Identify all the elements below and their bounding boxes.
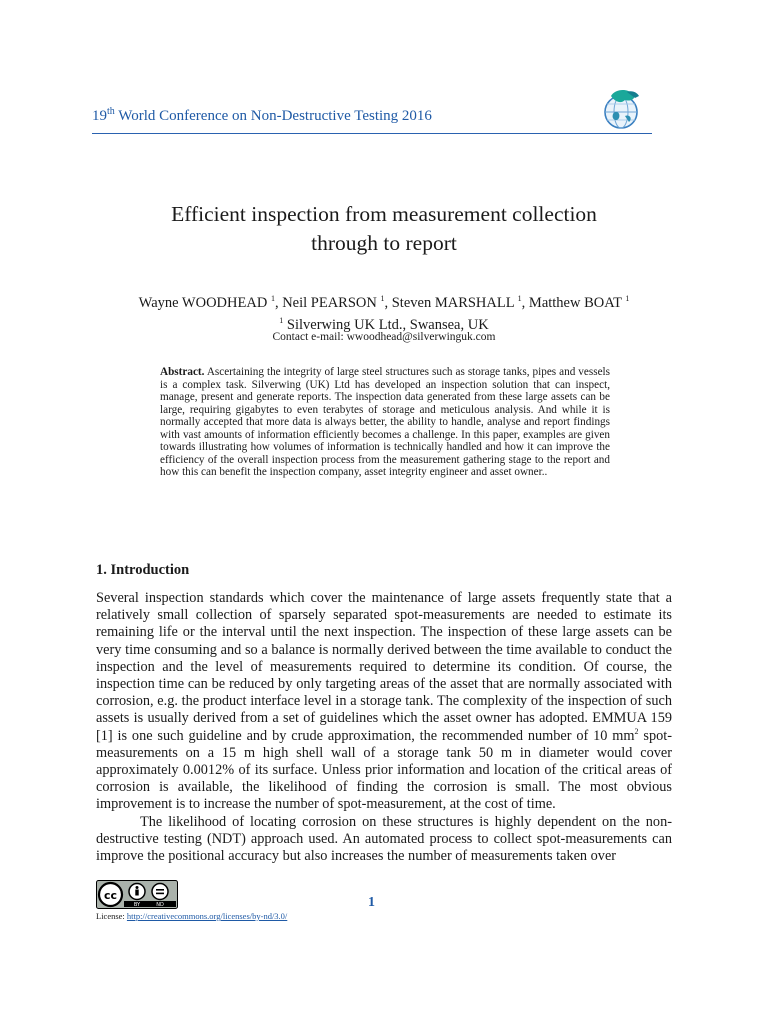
- abstract-label: Abstract.: [160, 366, 205, 378]
- svg-text:cc: cc: [103, 889, 118, 902]
- author-affiliation-mark: 1: [625, 294, 630, 303]
- section-heading: 1. Introduction: [96, 562, 190, 578]
- author-separator: ,: [274, 294, 283, 311]
- abstract: [160, 366, 610, 479]
- abstract-text: Ascertaining the integrity of large steel structures such as storage tanks, pipes and vessels is a complex task. Silverwing (UK) Ltd has developed an inspection solution that can inspect, manage, present and generate reports. The inspection data generated from these large assets can be large, requiring gigabytes to even terabytes of storage and meticulous analysis. And while it is normally accepted that more data is always better, the ability to handle, analyse and report findings with vast amounts of information efficiently becomes a challenge. In this paper, examples are given towards illustrating how volumes of information is technically handled and how it can improve the efficiency of the overall inspection process from the measurement gathering stage to the report and how this can benefit the inspection company, asset integrity engineer and asset owner..: [160, 366, 610, 478]
- author-name: Matthew BOAT: [528, 294, 622, 311]
- author-name: Neil PEARSON: [282, 294, 377, 311]
- paper-title: [92, 200, 676, 258]
- author-affiliation-mark: 1: [517, 294, 522, 303]
- squared-superscript: 2: [634, 726, 639, 736]
- license-label: License:: [96, 911, 127, 921]
- cc-by-label: BY: [133, 902, 141, 909]
- conference-ordinal-suffix: th: [107, 106, 115, 117]
- paragraph-1: [96, 590, 672, 814]
- globe-logo-icon: [597, 86, 647, 132]
- license-link[interactable]: http://creativecommons.org/licenses/by-nd/3.0/: [126, 911, 288, 921]
- paragraph-1-text-a: Several inspection standards which cover the maintenance of large assets frequently state that a relatively small collection of sparsely separated spot-measurements are needed to estimate its remaining life or the interval until the next inspection. The inspection of these large assets can be very time consuming and so a balance is normally derived between the time available to conduct the inspection and the level of measurements required to determine its condition. Of course, the inspection time can be reduced by only targeting areas of the asset that are normally associated with corrosion, e.g. the product interface level in a storage tank. The complexity of the inspection of such assets is usually derived from a set of guidelines which the asset owner has adopted. EMMUA 159 [1] is one such guideline and by crude approximation, the recommended number of 10 mm: [96, 590, 672, 744]
- author-separator: ,: [521, 294, 529, 311]
- author-affiliation-mark: 1: [270, 294, 275, 303]
- author-separator: ,: [384, 294, 392, 311]
- authors-block: [92, 290, 676, 334]
- author-affiliation-mark: 1: [380, 294, 385, 303]
- paragraph-1-text-b: spot-measurements on a 15 m high shell wall of a storage tank 50 m in diameter would cover approximately 0.0012% of its surface. Unless prior information and location of the critical areas of corrosion is available, the likelihood of finding the corrosion is small. The most obvious improvement is to increase the number of spot-measurement, at the cost of time.: [96, 727, 672, 813]
- license-line: [96, 911, 287, 921]
- title-line-2: through to report: [311, 231, 457, 255]
- cc-nd-label: ND: [156, 902, 164, 909]
- author-name: Wayne WOODHEAD: [138, 294, 268, 311]
- creative-commons-by-nd-icon: [96, 880, 178, 909]
- conference-ordinal: 19: [92, 108, 107, 124]
- section-body: [96, 590, 672, 865]
- author-list: [92, 290, 676, 312]
- conference-header: [92, 106, 432, 125]
- contact-email: Contact e-mail: wwoodhead@silverwinguk.com: [272, 331, 496, 343]
- paragraph-2: The likelihood of locating corrosion on these structures is highly dependent on the non-destructive testing (NDT) approach used. An automated process to collect spot-measurements can improve the positional accuracy but also increases the number of measurements taken over: [96, 813, 672, 865]
- affiliation-mark: 1: [279, 315, 284, 325]
- title-line-1: Efficient inspection from measurement collection: [171, 202, 597, 226]
- affiliation-text: Silverwing UK Ltd., Swansea, UK: [283, 316, 489, 333]
- author-name: Steven MARSHALL: [391, 294, 515, 311]
- conference-name: World Conference on Non-Destructive Testing 2016: [114, 108, 432, 124]
- header-divider: [92, 133, 652, 134]
- page-number: 1: [368, 895, 375, 910]
